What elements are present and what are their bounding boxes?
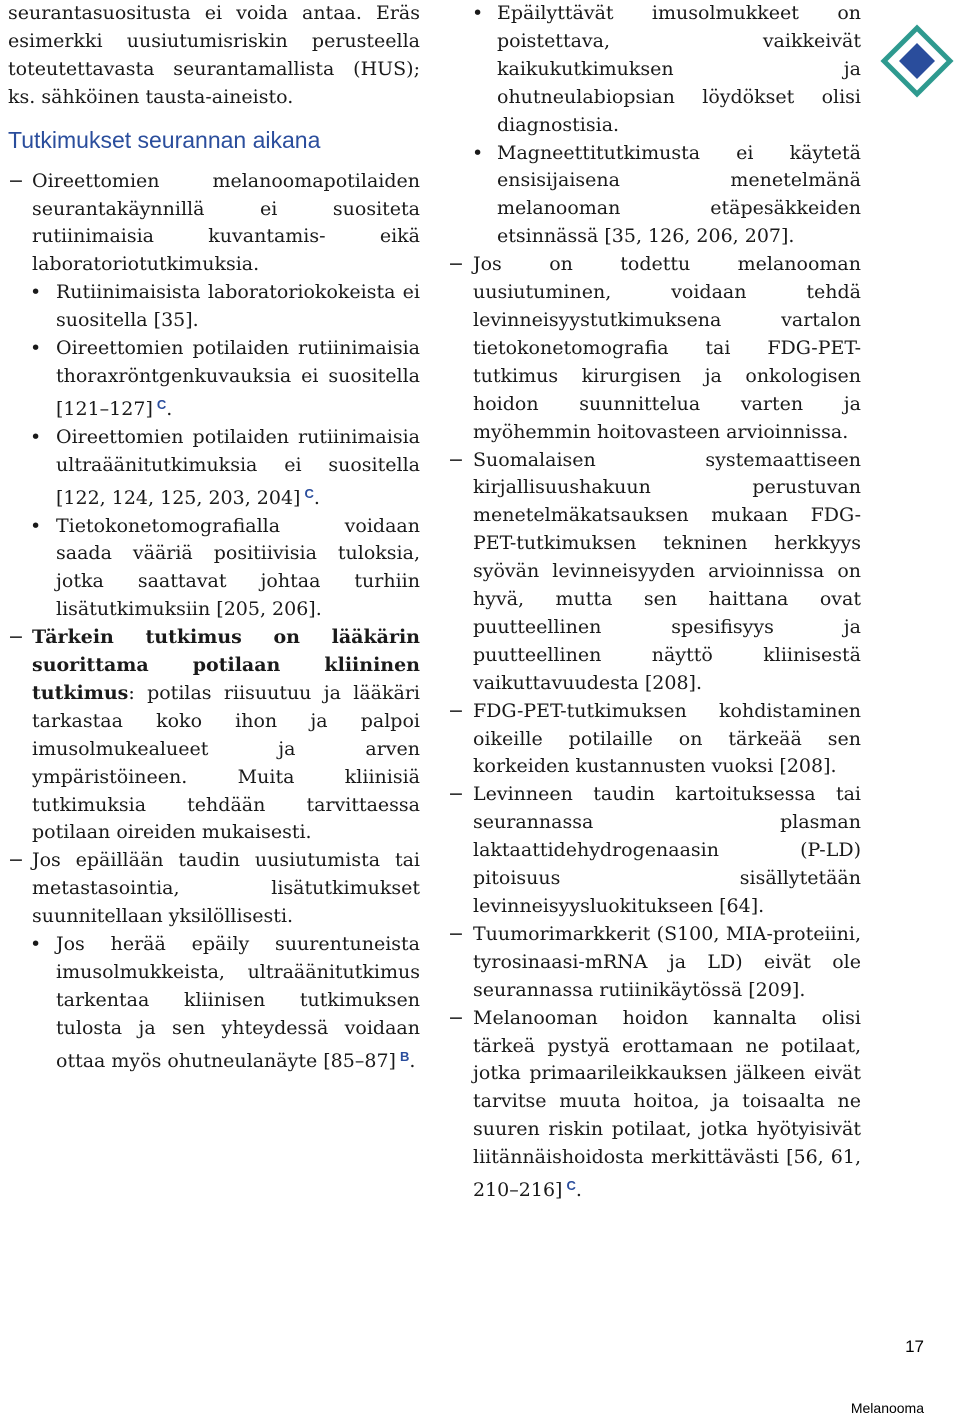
section-heading: Tutkimukset seurannan aikana — [8, 126, 321, 153]
bullet-item — [8, 513, 420, 625]
left-items — [8, 168, 420, 1076]
evidence-grade: C — [566, 1178, 576, 1194]
item-text: Oireettomien potilaiden rutiinimaisia ultraäänitutkimuksia ei suositella [122, 124, 125, 203, 204] — [56, 425, 420, 509]
item-suffix: . — [575, 1179, 582, 1202]
evidence-grade: C — [304, 485, 314, 501]
dash-marker-icon: − — [448, 699, 464, 722]
dash-item — [448, 447, 861, 698]
item-text: Oireettomien melanoomapotilaiden seurantakäynnillä ei suositeta rutiinimaisia kuvantamis- eikä laboratoriotutkimuksia. — [32, 169, 420, 276]
dash-item — [448, 698, 861, 782]
dash-marker-icon: − — [448, 253, 464, 276]
left-column — [8, 0, 420, 1076]
item-text: Suomalaisen systemaattiseen kirjallisuushakuun perustuvan menetelmäkatsauksen mukaan FDG-PET-tutkimuksen tekninen herkkyys syövän levinneisyyden arvioinnissa on hyvä, mutta sen haittana ovat puutteellinen spesifisyys ja puutteellinen näyttö kliinisestä vaikuttavuudesta [208]. — [473, 448, 861, 694]
bullet-item — [8, 335, 420, 424]
item-text: : potilas riisuutuu ja lääkäri tarkastaa koko ihon ja palpoi imusolmukealueet ja arven ympäristöineen. Muita kliinisiä tutkimuksia tehdään tarvittaessa potilaan oireiden mukaisesti. — [32, 681, 420, 844]
page-number: 17 — [905, 1337, 924, 1356]
dash-item — [448, 781, 861, 921]
item-suffix: . — [409, 1049, 416, 1072]
item-text: Magneettitutkimusta ei käytetä ensisijaisena menetelmänä melanooman etäpesäkkeiden etsinnässä [35, 126, 206, 207]. — [497, 141, 861, 248]
item-text: Jos on todettu melanooman uusiutuminen, voidaan tehdä levinneisyystutkimuksena vartalon tietokonetomografia tai FDG-PET-tutkimus kirurgisen ja onkologisen hoidon suunnittelua varten ja myöhemmin hoitovasteen arvioinnissa. — [473, 253, 861, 443]
dash-marker-icon: − — [448, 1006, 464, 1029]
item-text: Tietokonetomografialla voidaan saada vääriä positiivisia tuloksia, jotka saattavat johtaa turhiin lisätutkimuksiin [205, 206]. — [56, 514, 420, 621]
bold-lead-text: Tärkein tutkimus on lääkärin suorittama potilaan kliininen tutkimus — [32, 626, 420, 704]
right-column — [448, 0, 861, 1205]
item-text: Jos herää epäily suurentuneista imusolmukkeista, ultraäänitutkimus tarkentaa kliinisen tutkimuksen tulosta ja sen yhteydessä voidaan ottaa myös ohutneulanäyte [85–87] — [56, 933, 420, 1072]
evidence-grade: C — [156, 396, 167, 412]
dash-item — [8, 168, 420, 280]
dash-marker-icon: − — [448, 922, 464, 945]
dash-item — [8, 624, 420, 847]
dash-marker-icon: − — [448, 783, 464, 806]
dash-item — [448, 251, 861, 446]
item-text: FDG-PET-tutkimuksen kohdistaminen oikeille potilaille on tärkeää sen korkeiden kustannusten vuoksi [208]. — [473, 699, 861, 778]
item-suffix: . — [166, 397, 173, 420]
evidence-grade: B — [399, 1048, 410, 1064]
item-text: Oireettomien potilaiden rutiinimaisia thoraxröntgenkuvauksia ei suositella [121–127] — [56, 337, 420, 420]
dash-item — [448, 921, 861, 1005]
footer-label: Melanooma — [850, 1400, 924, 1416]
dash-marker-icon: − — [8, 849, 24, 872]
dash-marker-icon: − — [448, 448, 464, 471]
item-text: Jos epäillään taudin uusiutumista tai metastasointia, lisätutkimukset suunnitellaan yksilöllisesti. — [32, 849, 420, 928]
bullet-marker-icon: • — [30, 281, 42, 304]
item-text: Tuumorimarkkerit (S100, MIA-proteiini, tyrosinaasi-mRNA ja LD) eivät ole seurannassa rutiinikäytössä [209]. — [473, 922, 861, 1001]
item-text: Rutiinimaisista laboratoriokokeista ei suositella [35]. — [56, 281, 420, 332]
continuation-paragraph: seurantasuositusta ei voida antaa. Eräs esimerkki uusiutumisriskin perusteella toteutettavasta seurantamallista (HUS); ks. sähköinen tausta-aineisto. — [8, 2, 420, 108]
bullet-item — [448, 140, 861, 252]
bullet-item — [8, 931, 420, 1076]
bullet-marker-icon: • — [30, 425, 42, 448]
item-text: Melanooman hoidon kannalta olisi tärkeä pystyä erottamaan ne potilaat, jotka primaarileikkauksen jälkeen eivät tarvitse muuta hoitoa, ja toisaalta ne suuren riskin potilaat, jotka hyötyisivät liitännäishoidosta merkittävästi [56, 61, 210–216] — [473, 1006, 861, 1202]
dash-item — [8, 847, 420, 931]
bullet-marker-icon: • — [30, 337, 42, 360]
bullet-marker-icon: • — [30, 514, 42, 537]
bullet-item — [8, 279, 420, 335]
right-items — [448, 0, 861, 1205]
dash-item — [448, 1005, 861, 1205]
bullet-item — [8, 424, 420, 513]
item-text: Epäilyttävät imusolmukkeet on poistettava, vaikkeivät kaikukutkimuksen ja ohutneulabiopsian löydökset olisi diagnostisia. — [497, 2, 861, 136]
dash-marker-icon: − — [8, 169, 24, 192]
item-text: Levinneen taudin kartoituksessa tai seurannassa plasman laktaattidehydrogenaasin (P-LD) pitoisuus sisällytetään levinneisyysluokitukseen [64]. — [473, 783, 861, 917]
dash-marker-icon: − — [8, 626, 24, 649]
bullet-marker-icon: • — [30, 933, 42, 956]
diamond-logo-icon — [880, 24, 954, 98]
bullet-marker-icon: • — [472, 2, 484, 24]
bullet-item — [448, 0, 861, 140]
bullet-marker-icon: • — [472, 141, 484, 164]
item-suffix: . — [313, 486, 320, 509]
